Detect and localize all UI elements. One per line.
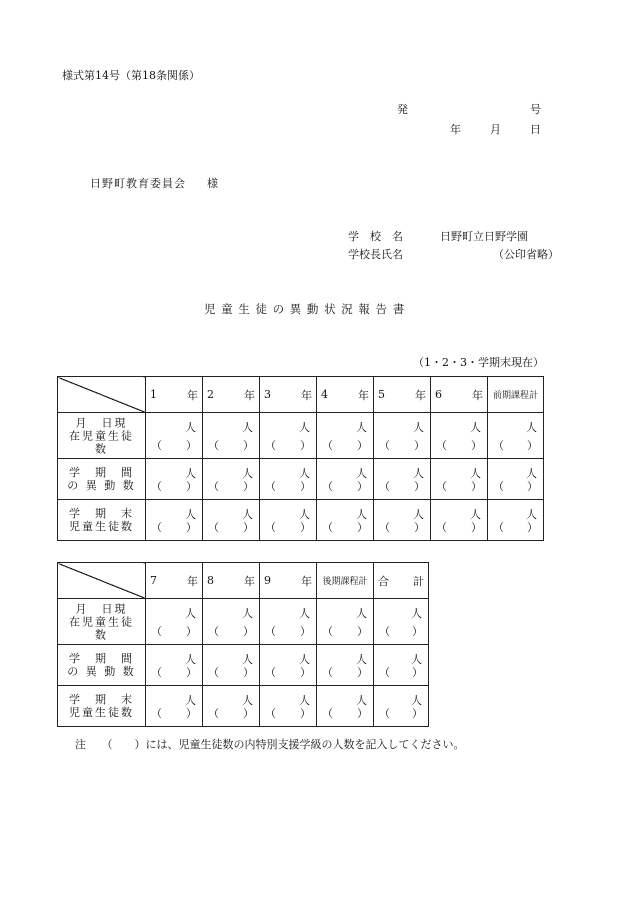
value-cell[interactable] <box>374 645 429 686</box>
value-cell[interactable] <box>374 413 431 459</box>
unit-nin: 人 <box>470 508 481 521</box>
school-name-value: 日野町立日野学園 <box>440 230 528 243</box>
note <box>75 736 465 752</box>
value-cell[interactable] <box>203 459 260 500</box>
paren-close: ） <box>186 521 197 534</box>
value-cell[interactable] <box>260 459 317 500</box>
header-cell: 6 年 <box>431 377 488 413</box>
unit-nin: 人 <box>470 421 481 434</box>
paren-close: ） <box>527 439 538 452</box>
table-row <box>58 599 429 645</box>
paren-close: ） <box>414 480 425 493</box>
paren-open: （ <box>322 666 333 679</box>
value-cell[interactable] <box>317 413 374 459</box>
paren-close: ） <box>357 625 368 638</box>
status-table-2 <box>57 562 429 727</box>
special-class-count <box>379 705 423 721</box>
issue-hatsu: 発 <box>397 103 408 116</box>
unit-nin: 人 <box>242 508 253 521</box>
paren-close: ） <box>300 439 311 452</box>
paren-close: ） <box>412 625 423 638</box>
paren-open: （ <box>208 521 219 534</box>
paren-open: （ <box>265 707 276 720</box>
paren-open: （ <box>322 707 333 720</box>
special-class-count <box>436 478 482 494</box>
special-class-count <box>151 664 197 680</box>
value-cell[interactable] <box>260 599 317 645</box>
paren-close: ） <box>300 521 311 534</box>
special-class-count <box>436 519 482 535</box>
unit-nin: 人 <box>356 467 367 480</box>
value-cell[interactable] <box>146 500 203 541</box>
paren-open: （ <box>493 521 504 534</box>
paren-open: （ <box>265 480 276 493</box>
unit-nin: 人 <box>299 653 310 666</box>
unit-nin: 人 <box>185 694 196 707</box>
paren-open: （ <box>379 439 390 452</box>
paren-open: （ <box>322 521 333 534</box>
header-cell: 合 計 <box>374 563 429 599</box>
unit-nin: 人 <box>242 421 253 434</box>
paren-close: ） <box>414 521 425 534</box>
special-class-count <box>265 664 311 680</box>
special-class-count <box>379 623 423 639</box>
value-cell[interactable] <box>488 459 544 500</box>
special-class-count <box>322 519 368 535</box>
value-cell[interactable] <box>431 413 488 459</box>
value-cell[interactable] <box>146 686 203 727</box>
paren-open: （ <box>436 521 447 534</box>
paren-open: （ <box>151 480 162 493</box>
special-class-count <box>208 519 254 535</box>
row-label: 学 期 末 児童生徒数 <box>58 500 146 541</box>
special-class-count <box>151 478 197 494</box>
status-table-1 <box>57 376 544 541</box>
paren-close: ） <box>243 625 254 638</box>
paren-close: ） <box>186 480 197 493</box>
header-cell: 1 年 <box>146 377 203 413</box>
unit-nin: 人 <box>526 421 537 434</box>
table-row <box>58 500 544 541</box>
paren-close: ） <box>300 480 311 493</box>
unit-nin: 人 <box>526 508 537 521</box>
unit-nin: 人 <box>411 653 422 666</box>
value-cell[interactable] <box>203 413 260 459</box>
special-class-count <box>322 664 368 680</box>
row-label: 学 期 末 児童生徒数 <box>58 686 146 727</box>
paren-close: ） <box>527 521 538 534</box>
paren-open: （ <box>265 439 276 452</box>
paren-open: （ <box>265 625 276 638</box>
unit-nin: 人 <box>242 653 253 666</box>
table-row <box>58 459 544 500</box>
paren-close: ） <box>186 439 197 452</box>
value-cell[interactable] <box>431 500 488 541</box>
paren-close: ） <box>357 707 368 720</box>
special-class-count <box>493 478 538 494</box>
addressee-sama: 様 <box>207 177 218 190</box>
paren-open: （ <box>322 480 333 493</box>
value-cell[interactable] <box>260 686 317 727</box>
row-label: 月 日現 在児童生徒 数 <box>58 413 146 459</box>
note-paren: （ ） <box>101 738 146 751</box>
special-class-count <box>208 478 254 494</box>
special-class-count <box>208 664 254 680</box>
special-class-count <box>208 705 254 721</box>
paren-close: ） <box>243 666 254 679</box>
paren-close: ） <box>412 666 423 679</box>
row-label: 学 期 間 の 異 動 数 <box>58 645 146 686</box>
paren-close: ） <box>357 521 368 534</box>
value-cell[interactable] <box>260 413 317 459</box>
paren-open: （ <box>208 439 219 452</box>
paren-open: （ <box>151 521 162 534</box>
paren-open: （ <box>379 521 390 534</box>
value-cell[interactable] <box>317 686 374 727</box>
paren-close: ） <box>412 707 423 720</box>
unit-nin: 人 <box>356 694 367 707</box>
paren-close: ） <box>186 625 197 638</box>
unit-nin: 人 <box>299 694 310 707</box>
special-class-count <box>151 705 197 721</box>
special-class-count <box>265 519 311 535</box>
paren-close: ） <box>357 439 368 452</box>
special-class-count <box>208 623 254 639</box>
paren-close: ） <box>243 521 254 534</box>
paren-close: ） <box>471 521 482 534</box>
paren-open: （ <box>493 480 504 493</box>
value-cell[interactable] <box>203 686 260 727</box>
paren-close: ） <box>186 666 197 679</box>
paren-close: ） <box>527 480 538 493</box>
row-label: 学 期 間 の 異 動 数 <box>58 459 146 500</box>
note-text: には、児童生徒数の内特別支援学級の人数を記入してください。 <box>145 738 465 751</box>
special-class-count <box>322 437 368 453</box>
unit-nin: 人 <box>356 508 367 521</box>
unit-nin: 人 <box>185 467 196 480</box>
paren-open: （ <box>379 625 390 638</box>
value-cell[interactable] <box>260 500 317 541</box>
unit-nin: 人 <box>185 508 196 521</box>
paren-close: ） <box>186 707 197 720</box>
value-cell[interactable] <box>374 459 431 500</box>
unit-nin: 人 <box>242 467 253 480</box>
header-cell: 前期課程計 <box>488 377 544 413</box>
paren-open: （ <box>208 480 219 493</box>
header-cell: 4 年 <box>317 377 374 413</box>
special-class-count <box>322 705 368 721</box>
header-cell: 5 年 <box>374 377 431 413</box>
issue-month: 月 <box>490 123 501 136</box>
value-cell[interactable] <box>317 599 374 645</box>
unit-nin: 人 <box>242 694 253 707</box>
unit-nin: 人 <box>356 421 367 434</box>
special-class-count <box>208 437 254 453</box>
unit-nin: 人 <box>411 694 422 707</box>
paren-open: （ <box>151 625 162 638</box>
special-class-count <box>151 519 197 535</box>
note-prefix: 注 <box>75 738 86 751</box>
header-cell: 3 年 <box>260 377 317 413</box>
value-cell[interactable] <box>431 459 488 500</box>
seal-note: （公印省略） <box>493 248 559 261</box>
paren-close: ） <box>243 707 254 720</box>
paren-close: ） <box>300 707 311 720</box>
paren-close: ） <box>414 439 425 452</box>
diagonal-header-cell <box>58 377 146 413</box>
header-cell: 8 年 <box>203 563 260 599</box>
paren-close: ） <box>243 480 254 493</box>
value-cell[interactable] <box>317 645 374 686</box>
value-cell[interactable] <box>146 459 203 500</box>
paren-open: （ <box>208 625 219 638</box>
value-cell[interactable] <box>203 599 260 645</box>
row-label: 月 日現 在児童生徒 数 <box>58 599 146 645</box>
value-cell[interactable] <box>317 459 374 500</box>
unit-nin: 人 <box>526 467 537 480</box>
paren-close: ） <box>243 439 254 452</box>
document-title: 児 童 生 徒 の 異 動 状 況 報 告 書 <box>204 302 406 316</box>
paren-open: （ <box>208 707 219 720</box>
header-cell: 2 年 <box>203 377 260 413</box>
value-cell[interactable] <box>260 645 317 686</box>
unit-nin: 人 <box>413 421 424 434</box>
issue-go: 号 <box>530 103 541 116</box>
unit-nin: 人 <box>185 653 196 666</box>
value-cell[interactable] <box>146 599 203 645</box>
paren-open: （ <box>151 707 162 720</box>
paren-open: （ <box>493 439 504 452</box>
value-cell[interactable] <box>488 500 544 541</box>
unit-nin: 人 <box>356 653 367 666</box>
paren-open: （ <box>379 666 390 679</box>
special-class-count <box>379 437 425 453</box>
paren-close: ） <box>357 666 368 679</box>
unit-nin: 人 <box>242 607 253 620</box>
unit-nin: 人 <box>356 607 367 620</box>
unit-nin: 人 <box>299 467 310 480</box>
paren-open: （ <box>151 439 162 452</box>
value-cell[interactable] <box>488 413 544 459</box>
paren-close: ） <box>471 439 482 452</box>
special-class-count <box>322 623 368 639</box>
unit-nin: 人 <box>411 607 422 620</box>
header-cell: 後期課程計 <box>317 563 374 599</box>
special-class-count <box>493 519 538 535</box>
diagonal-header-cell <box>58 563 146 599</box>
unit-nin: 人 <box>299 508 310 521</box>
special-class-count <box>151 623 197 639</box>
principal-label: 学校長氏名 <box>348 248 403 261</box>
paren-open: （ <box>322 439 333 452</box>
paren-open: （ <box>322 625 333 638</box>
special-class-count <box>379 519 425 535</box>
unit-nin: 人 <box>470 467 481 480</box>
special-class-count <box>436 437 482 453</box>
unit-nin: 人 <box>185 421 196 434</box>
special-class-count <box>151 437 197 453</box>
header-cell: 9 年 <box>260 563 317 599</box>
special-class-count <box>493 437 538 453</box>
value-cell[interactable] <box>374 599 429 645</box>
paren-close: ） <box>357 480 368 493</box>
special-class-count <box>265 437 311 453</box>
table-row <box>58 645 429 686</box>
unit-nin: 人 <box>413 508 424 521</box>
school-name-label: 学 校 名 <box>348 230 403 243</box>
paren-close: ） <box>471 480 482 493</box>
unit-nin: 人 <box>299 421 310 434</box>
value-cell[interactable] <box>374 500 431 541</box>
value-cell[interactable] <box>146 645 203 686</box>
value-cell[interactable] <box>203 645 260 686</box>
addressee-name: 日野町教育委員会 <box>90 177 186 190</box>
paren-open: （ <box>379 707 390 720</box>
paren-open: （ <box>436 480 447 493</box>
value-cell[interactable] <box>203 500 260 541</box>
special-class-count <box>379 664 423 680</box>
unit-nin: 人 <box>413 467 424 480</box>
unit-nin: 人 <box>185 607 196 620</box>
special-class-count <box>265 705 311 721</box>
special-class-count <box>265 623 311 639</box>
header-cell: 7 年 <box>146 563 203 599</box>
paren-open: （ <box>265 521 276 534</box>
special-class-count <box>379 478 425 494</box>
value-cell[interactable] <box>374 686 429 727</box>
unit-nin: 人 <box>299 607 310 620</box>
paren-open: （ <box>265 666 276 679</box>
special-class-count <box>265 478 311 494</box>
paren-open: （ <box>208 666 219 679</box>
table-row <box>58 686 429 727</box>
form-number: 様式第14号（第18条関係） <box>62 69 200 82</box>
issue-day: 日 <box>530 123 541 136</box>
paren-open: （ <box>379 480 390 493</box>
paren-open: （ <box>436 439 447 452</box>
paren-close: ） <box>300 625 311 638</box>
paren-open: （ <box>151 666 162 679</box>
special-class-count <box>322 478 368 494</box>
value-cell[interactable] <box>146 413 203 459</box>
issue-year: 年 <box>450 123 461 136</box>
as-of-note: （1・2・3・学期末現在） <box>413 356 544 369</box>
paren-close: ） <box>300 666 311 679</box>
value-cell[interactable] <box>317 500 374 541</box>
table-row <box>58 413 544 459</box>
